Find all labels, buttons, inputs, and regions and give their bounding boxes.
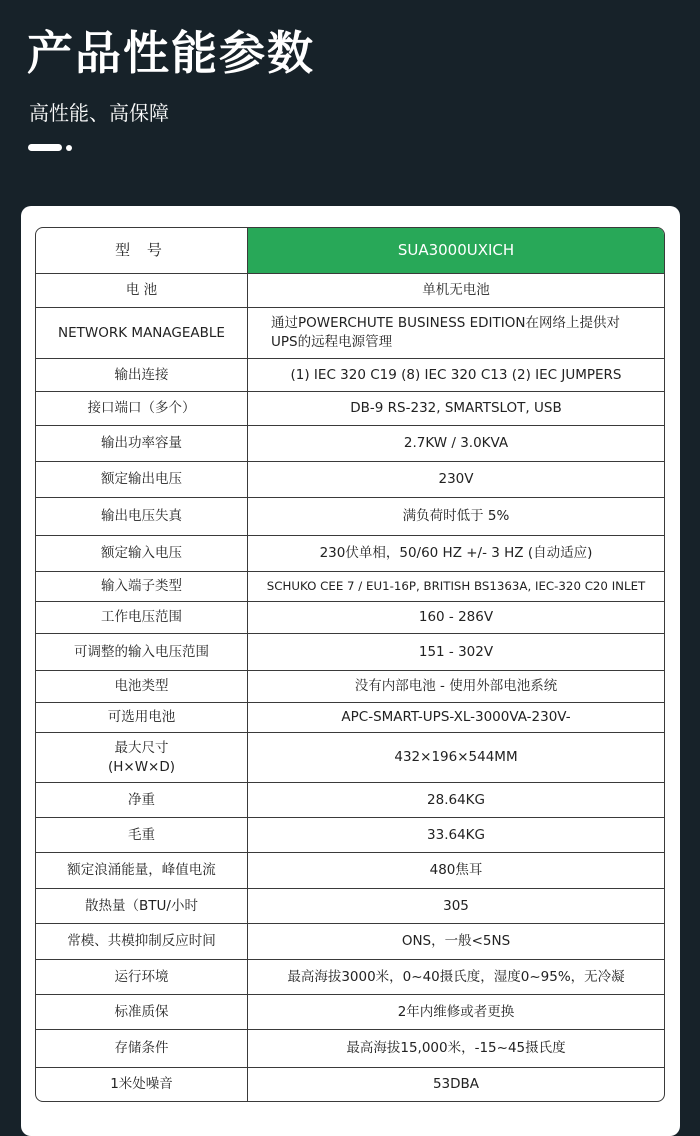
table-row	[36, 817, 664, 852]
table-row	[36, 633, 664, 670]
row-label: 电池类型	[36, 671, 248, 702]
table-row	[36, 425, 664, 461]
row-value: 230伏单相，50/60 HZ +/- 3 HZ (自动适应)	[319, 545, 593, 561]
table-row	[36, 782, 664, 817]
table-row	[36, 497, 664, 535]
row-label: 额定输出电压	[36, 462, 248, 497]
row-label-text: 最大尺寸 (H×W×D)	[107, 739, 176, 775]
row-value: 432×196×544MM	[394, 749, 518, 765]
row-value: 230V	[438, 471, 474, 487]
row-label: 电 池	[36, 274, 248, 307]
row-value: 单机无电池	[422, 282, 490, 298]
row-value: 2年内维修或者更换	[397, 1003, 515, 1020]
row-value: 28.64KG	[427, 791, 485, 808]
row-label: 输出电压失真	[36, 498, 248, 535]
row-label: 可调整的输入电压范围	[36, 634, 248, 670]
row-label: 散热量（BTU/小时	[36, 889, 248, 923]
row-value: 最高海拔15,000米，-15~45摄氏度	[346, 1040, 566, 1056]
row-label: 毛重	[36, 818, 248, 852]
row-label: 1米处噪音	[36, 1068, 248, 1101]
row-label	[36, 733, 248, 782]
row-value: 480焦耳	[429, 862, 483, 878]
row-value: 满负荷时低于 5%	[402, 508, 510, 524]
table-row	[36, 888, 664, 923]
row-value	[248, 308, 664, 358]
row-label: NETWORK MANAGEABLE	[36, 308, 248, 358]
table-row	[36, 852, 664, 888]
row-label: 额定输入电压	[36, 536, 248, 571]
table-row	[36, 1067, 664, 1101]
row-value: 33.64KG	[427, 826, 485, 843]
table-row	[36, 391, 664, 425]
row-label: 净重	[36, 783, 248, 817]
row-value: 305	[443, 897, 469, 914]
table-row	[36, 959, 664, 994]
row-value: 160 - 286V	[418, 609, 494, 625]
row-label: 输出功率容量	[36, 426, 248, 461]
table-row	[36, 702, 664, 732]
page-subtitle: 高性能、高保障	[29, 101, 169, 125]
row-label: 接口端口（多个）	[36, 392, 248, 425]
row-label: 常模、共模抑制反应时间	[36, 924, 248, 959]
row-label: 运行环境	[36, 960, 248, 994]
table-row	[36, 1029, 664, 1067]
table-row	[36, 273, 664, 307]
row-value: ONS，一般<5NS	[401, 933, 511, 949]
table-row	[36, 994, 664, 1029]
table-row	[36, 535, 664, 571]
row-value: DB-9 RS-232, SMARTSLOT, USB	[350, 400, 562, 416]
table-row	[36, 358, 664, 391]
spec-table	[35, 227, 665, 1102]
table-row	[36, 923, 664, 959]
table-row	[36, 307, 664, 358]
row-value: 最高海拔3000米，0~40摄氏度，湿度0~95%，无冷凝	[287, 968, 625, 985]
row-label: 输出连接	[36, 359, 248, 391]
table-row-model	[36, 228, 664, 273]
row-value: SCHUKO CEE 7 / EU1-16P, BRITISH BS1363A, IEC-320 C20 INLET	[266, 579, 646, 593]
row-label: 型 号	[36, 228, 248, 273]
row-label: 额定浪涌能量，峰值电流	[36, 853, 248, 888]
table-row	[36, 571, 664, 601]
row-label: 工作电压范围	[36, 602, 248, 633]
table-row	[36, 670, 664, 702]
row-value: (1) IEC 320 C19 (8) IEC 320 C13 (2) IEC JUMPERS	[290, 366, 622, 383]
row-value: APC-SMART-UPS-XL-3000VA-230V-	[341, 709, 571, 725]
page-title: 产品性能参数	[27, 26, 315, 80]
table-row	[36, 461, 664, 497]
model-value: SUA3000UXICH	[248, 228, 664, 273]
row-label: 可选用电池	[36, 703, 248, 732]
row-label: 标准质保	[36, 995, 248, 1029]
row-label: 存储条件	[36, 1030, 248, 1067]
table-row	[36, 732, 664, 782]
row-value: 没有内部电池 - 使用外部电池系统	[354, 678, 558, 694]
spec-card	[21, 206, 680, 1136]
table-row	[36, 601, 664, 633]
row-label: 输入端子类型	[36, 572, 248, 601]
decorative-divider	[28, 144, 78, 152]
row-value-text: 通过POWERCHUTE BUSINESS EDITION在网络上提供对UPS的远程电源管理	[271, 315, 620, 350]
row-value: 53DBA	[432, 1076, 480, 1092]
row-value: 2.7KW / 3.0KVA	[403, 435, 509, 451]
row-value: 151 - 302V	[418, 643, 494, 660]
